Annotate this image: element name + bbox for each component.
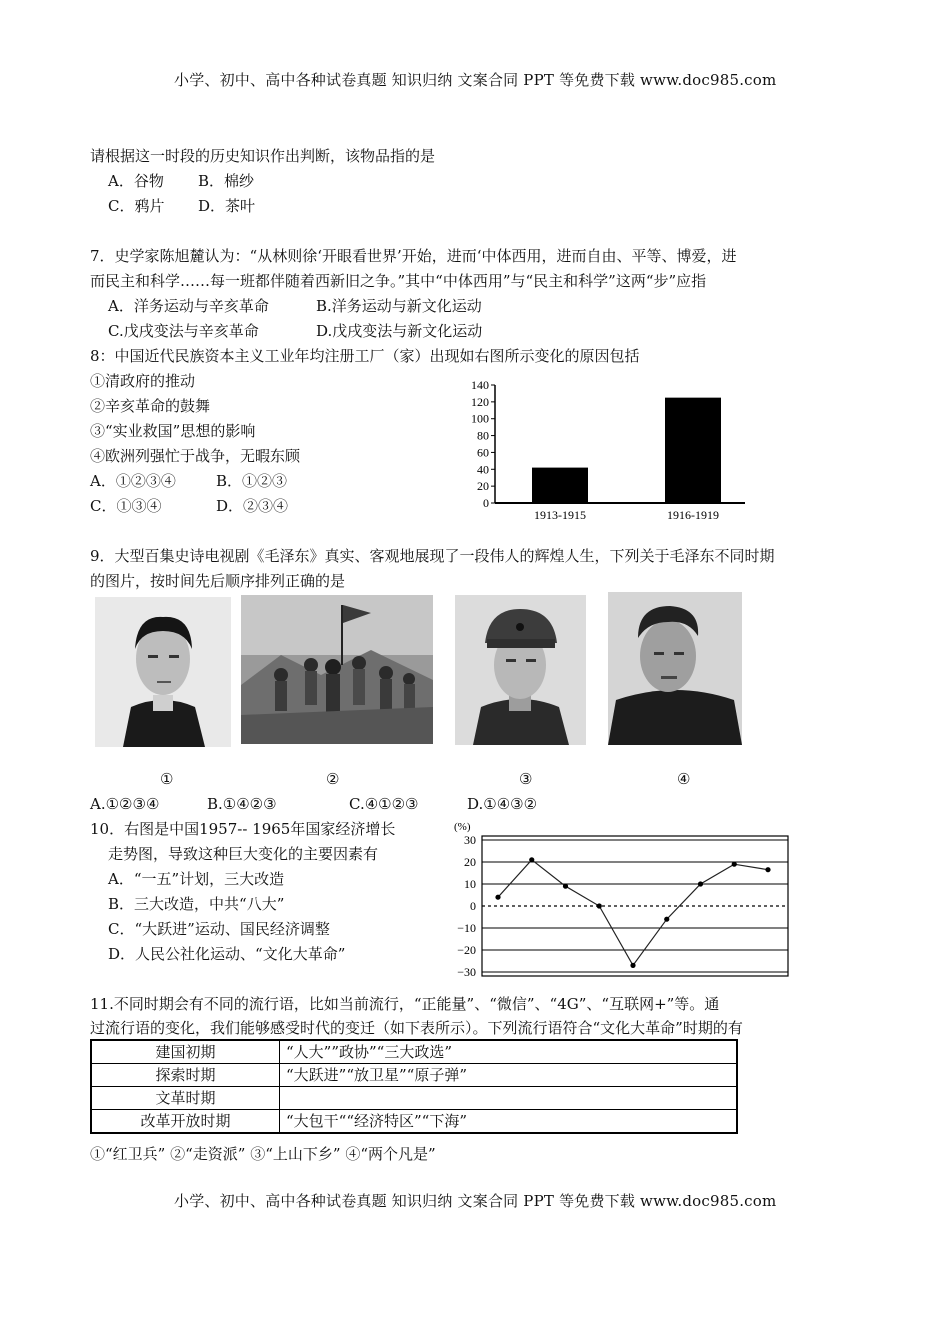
q10-stem-line1: 10．右图是中国1957-- 1965年国家经济增长 <box>90 820 396 838</box>
y-tick-label: 10 <box>464 877 476 891</box>
y-tick-label: 0 <box>470 899 476 913</box>
q8-item-1: ①清政府的推动 <box>90 372 196 390</box>
era-cell: 文革时期 <box>91 1087 280 1110</box>
data-point <box>630 963 635 968</box>
data-point <box>529 857 534 862</box>
q6-option-a: A．谷物 <box>108 172 164 190</box>
photo-4-older-portrait <box>608 592 742 745</box>
era-cell: 改革开放时期 <box>91 1110 280 1134</box>
data-point <box>563 884 568 889</box>
y-tick-label: −10 <box>457 921 476 935</box>
table-row <box>91 1064 737 1087</box>
photo-label-3: ③ <box>519 770 533 788</box>
phrases-cell: “大包干““经济特区”“下海” <box>280 1110 738 1134</box>
bar <box>532 468 588 503</box>
q7-option-b: B.洋务运动与新文化运动 <box>316 297 482 315</box>
table-row <box>91 1110 737 1134</box>
data-point <box>698 881 703 886</box>
q8-item-2: ②辛亥革命的鼓舞 <box>90 397 211 415</box>
q11-stem-line1: 11.不同时期会有不同的流行语，比如当前流行，“正能量”、“微信”、“4G”、“互联网+”等。通 <box>90 995 720 1013</box>
q10-option-c: C．“大跃进”运动、国民经济调整 <box>108 920 330 938</box>
photo-label-4: ④ <box>677 770 691 788</box>
y-tick-label: 30 <box>464 833 476 847</box>
photo-1-young-portrait <box>95 597 231 747</box>
q8-item-4: ④欧洲列强忙于战争，无暇东顾 <box>90 447 301 465</box>
photo-label-2: ② <box>326 770 340 788</box>
q6-stem: 请根据这一时段的历史知识作出判断，该物品指的是 <box>90 147 436 165</box>
q8-option-c: C．①③④ <box>90 497 162 515</box>
q8-item-3: ③“实业救国”思想的影响 <box>90 422 256 440</box>
data-point <box>597 903 602 908</box>
economic-growth-line-chart <box>450 818 796 982</box>
photo-label-1: ① <box>160 770 174 788</box>
popular-phrases-table <box>90 1039 738 1134</box>
table-row <box>91 1087 737 1110</box>
q7-option-a: A．洋务运动与辛亥革命 <box>108 297 269 315</box>
q6-option-d: D．茶叶 <box>198 197 256 215</box>
q9-option-b: B.①④②③ <box>207 795 277 813</box>
y-tick-label: 0 <box>483 496 489 510</box>
data-point <box>732 862 737 867</box>
bar <box>665 398 721 503</box>
page-footer: 小学、初中、高中各种试卷真题 知识归纳 文案合同 PPT 等免费下载 www.doc985.com <box>174 1192 777 1210</box>
x-tick-label: 1913-1915 <box>534 508 586 522</box>
q9-option-d: D.①④③② <box>467 795 538 813</box>
y-tick-label: 20 <box>464 855 476 869</box>
y-tick-label: 60 <box>477 445 489 460</box>
q9-option-c: C.④①②③ <box>349 795 419 813</box>
table-row <box>91 1040 737 1064</box>
q9-option-a: A.①②③④ <box>90 795 160 813</box>
y-tick-label: 40 <box>477 462 489 477</box>
y-axis-unit: (%) <box>454 821 471 833</box>
q7-option-c: C.戊戌变法与辛亥革命 <box>108 322 259 340</box>
page-header: 小学、初中、高中各种试卷真题 知识归纳 文案合同 PPT 等免费下载 www.doc985.com <box>174 71 777 89</box>
q11-stem-line2: 过流行语的变化，我们能够感受时代的变迁（如下表所示）。下列流行语符合“文化大革命”时期的有 <box>90 1019 743 1037</box>
y-tick-label: 120 <box>471 394 489 409</box>
q8-stem: 8：中国近代民族资本主义工业年均注册工厂（家）出现如右图所示变化的原因包括 <box>90 347 640 365</box>
y-tick-label: −30 <box>457 965 476 979</box>
y-tick-label: 100 <box>471 411 489 426</box>
photo-3-military-cap-portrait <box>455 595 586 745</box>
y-tick-label: 140 <box>471 378 489 392</box>
y-tick-label: 80 <box>477 428 489 443</box>
q8-option-d: D．②③④ <box>216 497 289 515</box>
phrases-cell: “人大””政协”“三大政选” <box>280 1040 738 1064</box>
q7-stem-line2: 而民主和科学……每一班都伴随着西新旧之争。”其中“中体西用”与“民主和科学”这两“步”应指 <box>90 272 707 290</box>
x-tick-label: 1916-1919 <box>667 508 719 522</box>
q7-stem-line1: 7．史学家陈旭麓认为：“从林则徐‘开眼看世界’开始，进而‘中体西用，进而自由、平等、博爱，进 <box>90 247 737 265</box>
q10-option-d: D．人民公社化运动、“文化大革命” <box>108 945 346 963</box>
factory-bar-chart <box>455 375 755 525</box>
y-tick-label: 20 <box>477 479 489 494</box>
q6-option-c: C．鸦片 <box>108 197 165 215</box>
q8-option-a: A．①②③④ <box>90 472 176 490</box>
q11-choices: ①“红卫兵” ②“走资派” ③“上山下乡” ④“两个凡是” <box>90 1145 436 1163</box>
q10-stem-line2: 走势图，导致这种巨大变化的主要因素有 <box>108 845 379 863</box>
phrases-cell: “大跃进”“放卫星”“原子弹” <box>280 1064 738 1087</box>
y-tick-label: −20 <box>457 943 476 957</box>
q7-option-d: D.戊戌变法与新文化运动 <box>316 322 483 340</box>
q9-stem-line2: 的图片，按时间先后顺序排列正确的是 <box>90 572 346 590</box>
q6-option-b: B．棉纱 <box>198 172 255 190</box>
phrases-cell <box>280 1087 738 1110</box>
data-point <box>765 867 770 872</box>
data-point <box>664 917 669 922</box>
q8-option-b: B．①②③ <box>216 472 288 490</box>
era-cell: 探索时期 <box>91 1064 280 1087</box>
era-cell: 建国初期 <box>91 1040 280 1064</box>
q10-option-a: A．“一五”计划，三大改造 <box>108 870 285 888</box>
q10-option-b: B．三大改造，中共“八大” <box>108 895 285 913</box>
photo-2-crowd-painting <box>241 595 433 744</box>
data-point <box>495 895 500 900</box>
q9-stem-line1: 9．大型百集史诗电视剧《毛泽东》真实、客观地展现了一段伟人的辉煌人生，下列关于毛泽东不同时期 <box>90 547 775 565</box>
